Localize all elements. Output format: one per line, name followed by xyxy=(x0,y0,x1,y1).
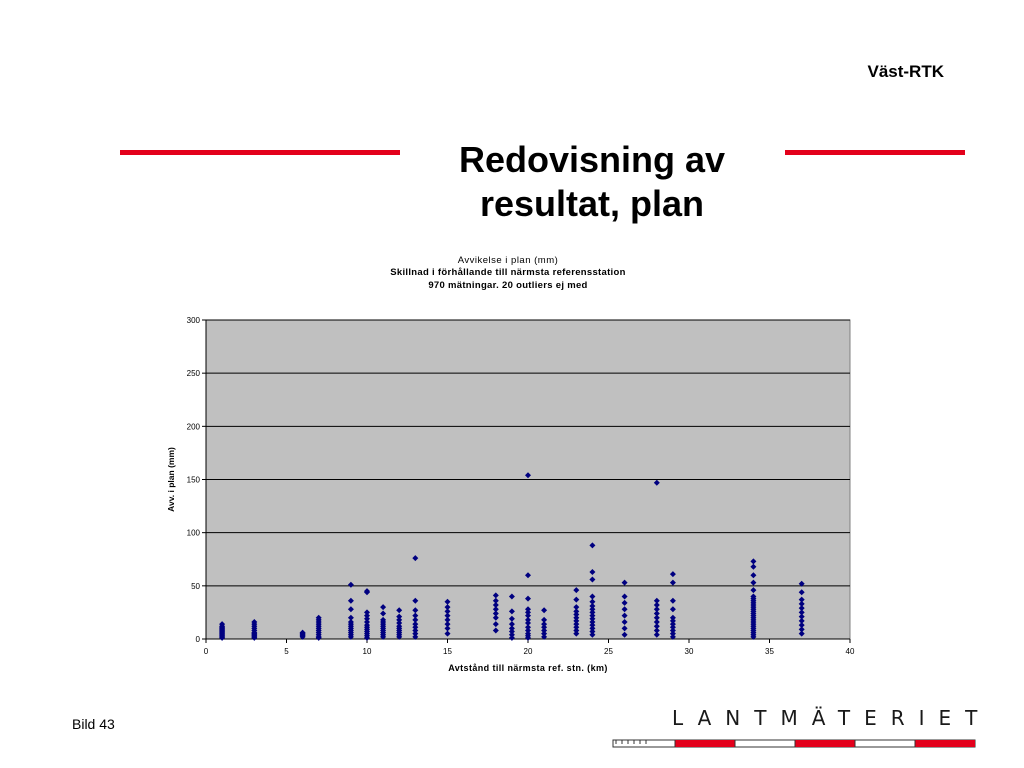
y-axis-label: Avv. i plan (mm) xyxy=(166,447,176,512)
section-tag: Väst-RTK xyxy=(867,62,944,81)
accent-rule-left xyxy=(120,150,400,155)
x-tick-label: 25 xyxy=(604,647,613,656)
y-tick-label: 100 xyxy=(186,528,200,538)
x-axis-ticks xyxy=(204,639,855,656)
x-tick-label: 20 xyxy=(523,647,533,656)
chart-subtitle: Skillnad i förhållande till närmsta referensstation xyxy=(390,267,626,278)
chart-subtitle-2: 970 mätningar. 20 outliers ej med xyxy=(428,280,588,291)
x-tick-label: 35 xyxy=(765,647,774,656)
x-axis-label: Avtstånd till närmsta ref. stn. (km) xyxy=(448,663,608,673)
x-tick-label: 15 xyxy=(443,647,452,656)
y-tick-label: 0 xyxy=(195,635,200,644)
x-tick-label: 0 xyxy=(203,647,209,656)
slide-number: Bild 43 xyxy=(72,716,115,732)
accent-rule-right xyxy=(785,150,965,155)
slide-title xyxy=(392,138,792,226)
slide-title-line-2: resultat, plan xyxy=(479,183,705,224)
chart-svg xyxy=(120,250,900,690)
y-tick-label: 150 xyxy=(186,475,200,485)
y-tick-label: 50 xyxy=(191,581,200,591)
chart-title: Avvikelse i plan (mm) xyxy=(457,255,559,266)
lantmateriet-logo xyxy=(612,706,992,752)
slide-title-line-1: Redovisning av xyxy=(458,139,726,180)
logo-ruler xyxy=(612,739,976,749)
y-tick-label: 300 xyxy=(186,316,200,325)
x-tick-label: 10 xyxy=(362,647,372,656)
x-tick-label: 30 xyxy=(684,647,694,656)
x-tick-label: 40 xyxy=(845,647,855,656)
x-tick-label: 5 xyxy=(284,647,289,656)
scatter-chart xyxy=(120,250,900,690)
logo-wordmark: LANTMÄTERIET xyxy=(672,706,992,730)
y-tick-label: 250 xyxy=(186,369,200,379)
y-axis-ticks xyxy=(187,316,206,644)
y-tick-label: 200 xyxy=(186,422,200,432)
